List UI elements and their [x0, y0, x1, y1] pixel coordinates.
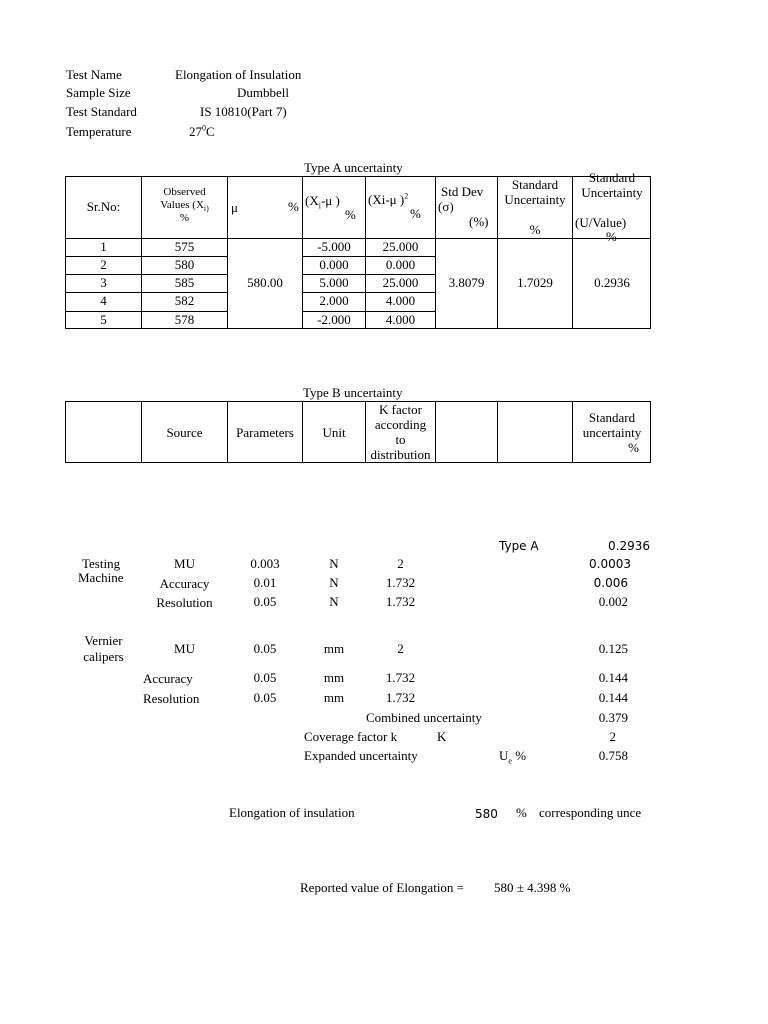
- header-std-dev-1: Std Dev: [441, 184, 484, 199]
- header-sq-sup: 2: [404, 191, 409, 201]
- budget-value: 0.144: [598, 690, 628, 705]
- expanded-label: Expanded uncertainty: [304, 748, 418, 763]
- header-dev-sub: i: [318, 201, 321, 211]
- cell-sr: 3: [100, 275, 107, 290]
- header-dev-text: (X: [305, 193, 319, 208]
- cell-mean: 580.00: [247, 275, 283, 290]
- budget-k: 1.732: [385, 594, 416, 609]
- header-std-line1: Standard: [588, 410, 636, 425]
- cell-observed: 580: [174, 257, 195, 272]
- coverage-label: Coverage factor k: [304, 729, 398, 744]
- test-name-label: Test Name: [66, 67, 122, 82]
- header-observed-text: Values (X: [160, 199, 204, 211]
- budget-param: 0.003: [250, 556, 280, 571]
- header-observed-sub: i): [203, 204, 209, 214]
- test-standard-label: Test Standard: [66, 104, 137, 119]
- cell-sr: 5: [100, 312, 107, 327]
- header-std-uncertainty: [573, 410, 651, 455]
- cell-observed: 582: [174, 293, 195, 308]
- grid-line: [435, 176, 436, 329]
- coverage-value: 2: [609, 729, 616, 744]
- combined-value: 0.379: [598, 710, 628, 725]
- header-k-line4: distribution: [370, 447, 431, 462]
- budget-unit: N: [329, 575, 339, 590]
- test-name-value: Elongation of Insulation: [175, 67, 302, 82]
- cell-observed: 575: [174, 239, 195, 254]
- budget-param: 0.05: [253, 670, 277, 685]
- elongation-unit: %: [516, 805, 527, 820]
- reported-label: Reported value of Elongation =: [300, 880, 465, 895]
- header-observed-line2: [142, 199, 227, 212]
- header-k-line1: K factor: [379, 402, 422, 417]
- temperature-number: 27: [189, 124, 202, 139]
- cell-observed: 578: [174, 312, 195, 327]
- budget-value: 0.006: [593, 576, 628, 590]
- header-srno: Sr.No:: [86, 199, 121, 214]
- budget-source: Accuracy: [143, 671, 193, 686]
- expanded-sub: e: [508, 756, 512, 766]
- type-a-label: Type A: [499, 539, 539, 553]
- header-k-line3: to: [395, 432, 406, 447]
- budget-k: 1.732: [385, 575, 416, 590]
- budget-unit: mm: [323, 690, 345, 705]
- cell-deviation: 5.000: [319, 275, 349, 290]
- cell-std-unc: 1.7029: [517, 275, 553, 290]
- expanded-value: 0.758: [598, 748, 628, 763]
- vernier-label: [66, 633, 141, 665]
- header-sq-text: (Xi-μ ): [368, 192, 405, 207]
- temperature-degree: 0: [202, 123, 206, 133]
- temperature-label: Temperature: [66, 124, 132, 139]
- vernier-line2: calipers: [83, 649, 124, 664]
- testing-label: Testing: [82, 556, 121, 571]
- header-observed-unit: %: [179, 212, 190, 224]
- cell-squared: 25.000: [382, 239, 419, 254]
- cell-sr: 4: [100, 293, 107, 308]
- budget-value: 0.0003: [589, 557, 631, 571]
- elongation-value: 580: [475, 807, 498, 821]
- expanded-unit: %: [511, 748, 527, 763]
- machine-label: Machine: [78, 570, 124, 585]
- header-std-dev-2: (σ): [438, 199, 454, 214]
- header-std-unc-2: Uncertainty: [504, 192, 566, 207]
- type-a-value: 0.2936: [608, 539, 650, 553]
- grid-line: [227, 176, 228, 329]
- vernier-line1: Vernier: [84, 633, 123, 648]
- cell-deviation: -2.000: [317, 312, 351, 327]
- header-observed: [142, 186, 227, 225]
- budget-source: Resolution: [156, 595, 213, 610]
- budget-param: 0.05: [253, 641, 277, 656]
- cell-deviation: -5.000: [317, 239, 351, 254]
- header-rel-2: Uncertainty: [581, 185, 643, 200]
- coverage-symbol: K: [437, 729, 447, 744]
- type-b-title: Type B uncertainty: [303, 385, 403, 400]
- budget-k: 2: [397, 556, 404, 571]
- machine-label-cut: [78, 570, 124, 585]
- header-squared: [368, 192, 408, 208]
- budget-value: 0.144: [598, 670, 628, 685]
- budget-unit: N: [329, 556, 339, 571]
- header-mu: μ: [231, 200, 238, 215]
- budget-unit: mm: [323, 641, 345, 656]
- budget-k: 1.732: [385, 690, 416, 705]
- header-rel-unit: %: [606, 229, 617, 244]
- cell-squared: 0.000: [385, 257, 416, 272]
- cell-squared: 4.000: [385, 312, 416, 327]
- corresponding-text: corresponding unce: [539, 805, 642, 820]
- budget-source: MU: [174, 556, 195, 571]
- cell-std-dev: 3.8079: [448, 275, 485, 290]
- expanded-symbol: [499, 748, 526, 764]
- expanded-u: U: [499, 748, 509, 763]
- reported-value: 580 ± 4.398 %: [494, 880, 571, 895]
- budget-k: 1.732: [385, 670, 416, 685]
- header-squared-unit: %: [410, 206, 421, 221]
- combined-label: Combined uncertainty: [366, 710, 482, 725]
- header-std-line3: %: [628, 440, 639, 455]
- header-deviation: [305, 193, 340, 209]
- header-k-factor: [366, 402, 435, 462]
- grid-line: [435, 401, 436, 463]
- budget-param: 0.05: [253, 594, 277, 609]
- cell-squared: 4.000: [385, 293, 416, 308]
- header-observed-line1: Observed: [163, 186, 206, 198]
- budget-source: Resolution: [143, 691, 200, 706]
- header-rel-3: (U/Value): [575, 215, 627, 230]
- cell-observed: 585: [174, 275, 195, 290]
- cell-rel-unc: 0.2936: [594, 275, 630, 290]
- sample-size-label: Sample Size: [66, 85, 131, 100]
- budget-param: 0.01: [253, 575, 277, 590]
- budget-unit: mm: [323, 670, 345, 685]
- header-std-unc-1: Standard: [511, 177, 559, 192]
- header-std-line2: uncertainty: [582, 425, 642, 440]
- cell-sr: 1: [100, 239, 107, 254]
- budget-value: 0.002: [598, 594, 628, 609]
- temperature-value: [189, 124, 215, 140]
- grid-line: [497, 401, 498, 463]
- test-standard-value: IS 10810(Part 7): [200, 104, 287, 119]
- type-a-title: Type A uncertainty: [304, 160, 403, 175]
- header-k-line2: according: [374, 417, 427, 432]
- header-unit: Unit: [322, 425, 346, 440]
- header-source: Source: [166, 425, 203, 440]
- header-std-unc-unit: %: [529, 222, 541, 237]
- budget-unit: N: [329, 594, 339, 609]
- header-mu-unit: %: [288, 199, 299, 214]
- sample-size-value: Dumbbell: [237, 85, 289, 100]
- header-dev-tail: -μ ): [320, 193, 340, 208]
- header-std-dev-unit: (%): [469, 214, 489, 229]
- budget-source: Accuracy: [159, 576, 210, 591]
- header-deviation-unit: %: [345, 207, 356, 222]
- temperature-unit: C: [206, 124, 215, 139]
- header-rel-1: Standard: [588, 170, 636, 185]
- cell-deviation: 2.000: [319, 293, 349, 308]
- header-parameters: Parameters: [236, 425, 294, 440]
- cell-squared: 25.000: [382, 275, 419, 290]
- elongation-label: Elongation of insulation: [229, 805, 355, 820]
- budget-k: 2: [397, 641, 404, 656]
- cell-deviation: 0.000: [319, 257, 349, 272]
- budget-value: 0.125: [598, 641, 628, 656]
- budget-param: 0.05: [253, 690, 277, 705]
- budget-source: MU: [174, 641, 195, 656]
- cell-sr: 2: [100, 257, 107, 272]
